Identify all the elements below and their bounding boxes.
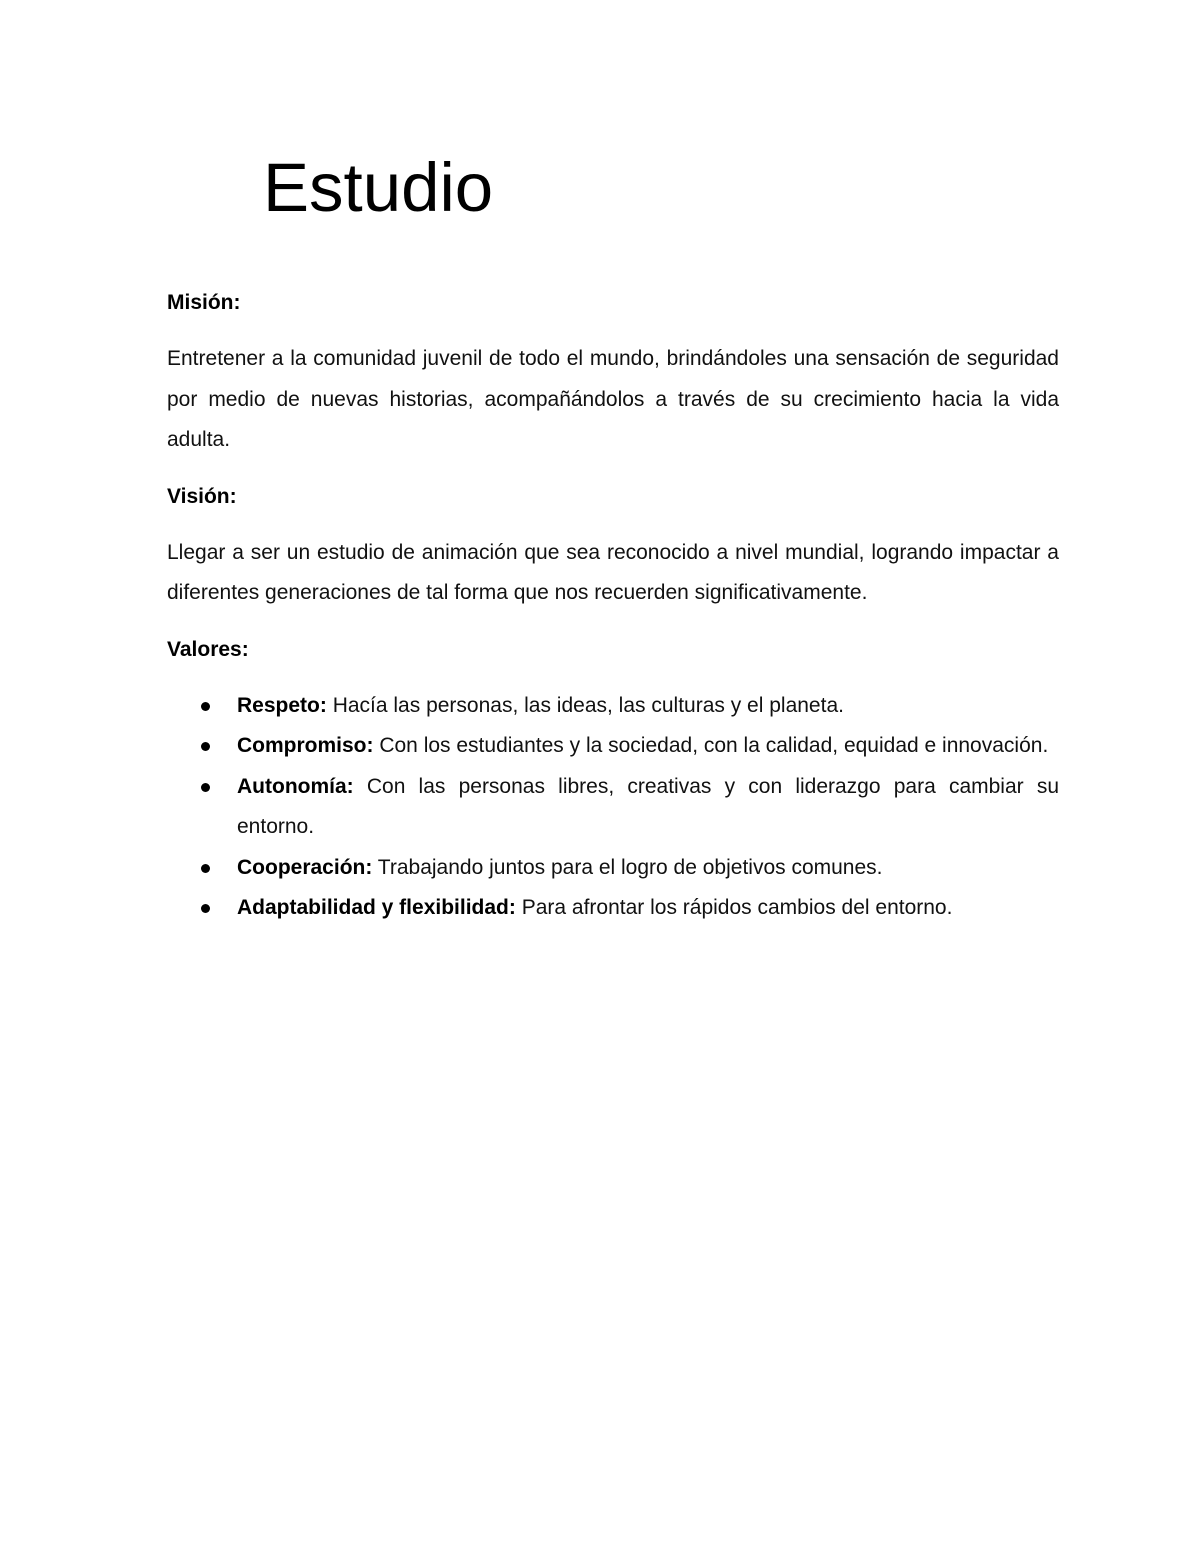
value-description: Con las personas libres, creativas y con liderazgo para cambiar su entorno.	[237, 774, 1059, 838]
mission-heading: Misión:	[167, 291, 241, 314]
vision-text: Llegar a ser un estudio de animación que sea reconocido a nivel mundial, logrando impactar a diferentes generaciones de tal forma que nos recuerden significativamente.	[167, 540, 1059, 604]
value-term: Compromiso:	[237, 734, 374, 757]
values-heading: Valores:	[167, 637, 249, 661]
bullet-icon	[201, 904, 210, 913]
value-term: Respeto:	[237, 693, 327, 717]
mission-text: Entretener a la comunidad juvenil de todo el mundo, brindándoles una sensación de seguridad por medio de nuevas historias, acompañándolos a través de su crecimiento hacia la vida adulta.	[167, 347, 1059, 451]
bullet-icon	[201, 742, 210, 751]
list-item	[167, 686, 1059, 727]
value-term: Cooperación:	[237, 855, 373, 879]
bullet-icon	[201, 783, 210, 792]
value-term: Autonomía:	[237, 774, 354, 798]
value-term: Adaptabilidad y flexibilidad:	[237, 896, 516, 919]
bullet-icon	[201, 702, 210, 711]
document-body	[167, 283, 1059, 929]
value-description: Para afrontar los rápidos cambios del entorno.	[515, 896, 953, 919]
bullet-icon	[201, 864, 210, 873]
value-description: Trabajando juntos para el logro de objetivos comunes.	[372, 855, 883, 879]
vision-heading: Visión:	[167, 484, 237, 508]
value-description: Hacía las personas, las ideas, las culturas y el planeta.	[326, 693, 844, 717]
list-item	[167, 726, 1059, 767]
list-item	[167, 848, 1059, 889]
list-item	[167, 767, 1059, 848]
value-description: Con los estudiantes y la sociedad, con la calidad, equidad e innovación.	[373, 734, 1049, 757]
values-list	[167, 686, 1059, 929]
page-title: Estudio	[263, 149, 494, 226]
list-item	[167, 888, 1059, 929]
